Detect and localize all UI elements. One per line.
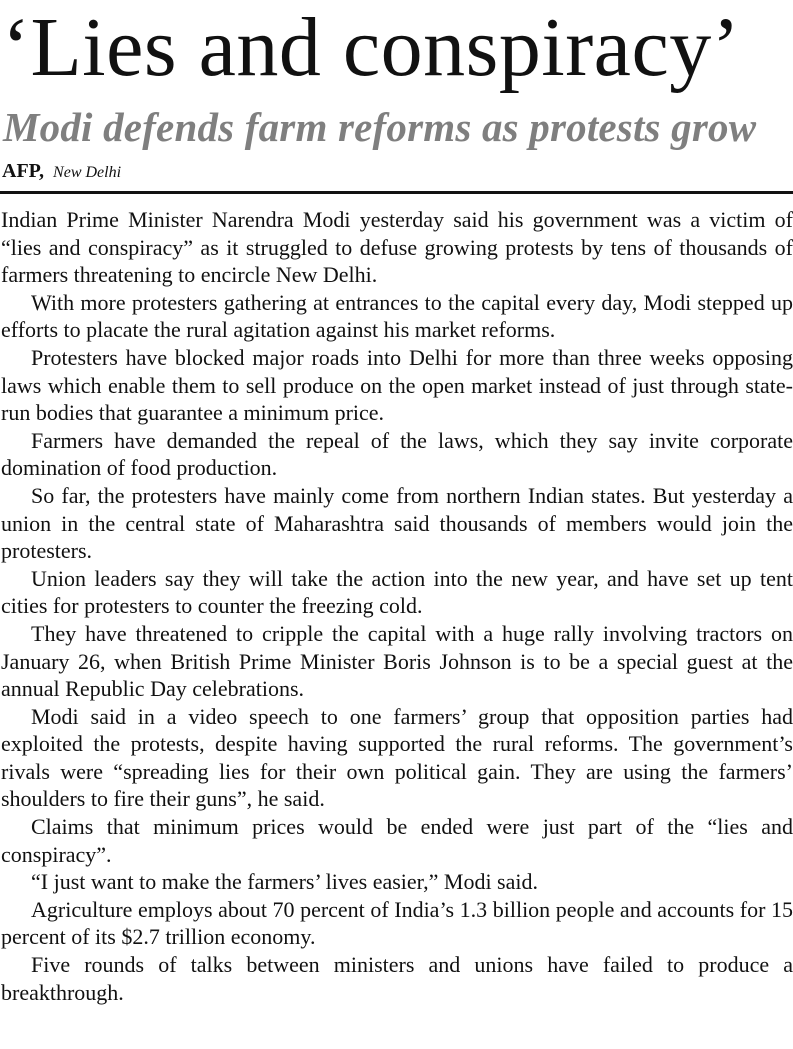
byline-dateline: New Delhi	[53, 164, 122, 181]
article-paragraph: Protesters have blocked major roads into Delhi for more than three weeks opposing laws which enable them to sell produce on the open market instead of just through state-run bodies that guarantee a minimum price.	[1, 344, 793, 426]
article-paragraph: So far, the protesters have mainly come from northern Indian states. But yesterday a union in the central state of Maharashtra said thousands of members would join the protesters.	[1, 482, 793, 564]
byline	[2, 158, 121, 186]
article-paragraph: Modi said in a video speech to one farmers’ group that opposition parties had exploited the protests, despite having supported the rural reforms. The government’s rivals were “spreading lies for their own political gain. They are using the farmers’ shoulders to fire their guns”, he said.	[1, 703, 793, 812]
article-paragraph: Union leaders say they will take the action into the new year, and have set up tent cities for protesters to counter the freezing cold.	[1, 565, 793, 619]
byline-agency: AFP,	[2, 160, 45, 182]
article-paragraph: Indian Prime Minister Narendra Modi yesterday said his government was a victim of “lies and conspiracy” as it struggled to defuse growing protests by tens of thousands of farmers threatening to encircle New Delhi.	[1, 207, 793, 288]
article-body	[1, 206, 793, 1006]
article-paragraph: They have threatened to cripple the capital with a huge rally involving tractors on January 26, when British Prime Minister Boris Johnson is to be a special guest at the annual Republic Day celebrations.	[1, 620, 793, 702]
article-paragraph: With more protesters gathering at entrances to the capital every day, Modi stepped up efforts to placate the rural agitation against his market reforms.	[1, 289, 793, 343]
article-paragraph: Agriculture employs about 70 percent of India’s 1.3 billion people and accounts for 15 percent of its $2.7 trillion economy.	[1, 896, 793, 950]
article-paragraph: Claims that minimum prices would be ended were just part of the “lies and conspiracy”.	[1, 814, 793, 867]
article-subheadline: Modi defends farm reforms as protests grow	[3, 104, 757, 150]
article-paragraph: “I just want to make the farmers’ lives easier,” Modi said.	[31, 869, 538, 895]
headline-divider	[0, 191, 793, 194]
article-headline: ‘Lies and conspiracy’	[2, 1, 741, 94]
article-paragraph: Farmers have demanded the repeal of the laws, which they say invite corporate domination of food production.	[1, 427, 793, 481]
article-paragraph: Five rounds of talks between ministers and unions have failed to produce a breakthrough.	[1, 952, 793, 1005]
